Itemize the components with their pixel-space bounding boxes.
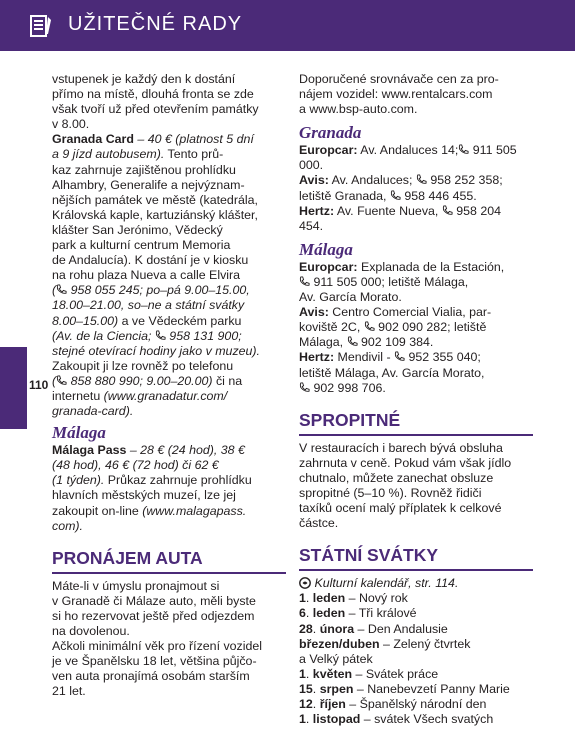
holiday-item: 6. leden – Tři králové [299,606,417,621]
text-line: chutnalo, můžete zanechat obsluze [299,470,494,485]
text-line: letiště Málaga, Av. García Morato, [299,365,485,380]
document-list-icon [28,14,52,38]
text-line: vstupenek je každý den k dostání [52,72,236,86]
cross-reference-icon [299,577,311,589]
phone-icon [56,284,67,295]
text-line: přímo na místě, dlouhá fronta se zde [52,87,254,102]
text-line: zahrnuta v ceně. Pokud vám však jídlo [299,455,512,470]
granada-card-line: Granada Card – 40 € (platnost 5 dní [52,132,254,147]
text-line: Málaga, 902 109 384. [299,335,434,350]
holiday-item: 1. listopad – svátek Všech svatých [299,712,494,727]
text-line: Europcar: Explanada de la Estación, [299,259,505,274]
phone-icon [364,321,375,332]
holiday-item: 1. leden – Nový rok [299,591,408,606]
text-line: Královská kaple, kartuziánský klášter, [52,207,258,222]
text-line: 911 505 000; letiště Málaga, [299,275,533,290]
granada-card-name: Granada Card [52,132,134,147]
text-line: si ho rezervovat ještě před odjezdem [52,608,255,623]
text-line: Av. García Morato. [299,290,402,305]
text-line: Avis: Centro Comercial Vialia, par- [299,305,492,320]
text-line: Máte-li v úmyslu pronajmout si [52,578,220,593]
holiday-item: březen/duben – Zelený čtvrtek [299,636,471,651]
text-line: na dovolenou. [52,624,130,638]
subheading-malaga: Málaga [299,239,353,259]
text-line: Hertz: Mendivil - 952 355 040; [299,350,481,365]
phone-icon [299,382,310,393]
text-line: koviště 2C, 902 090 282; letiště [299,320,487,335]
text-line: spropitné (5–10 %). Rovněž řidiči [299,485,482,500]
text-line: však tvoří už před otevřením památky [52,102,259,117]
text-line: 8.00–15.00) a ve Vědeckém parku [52,313,242,328]
text-line: (1 týden). Průkaz zahrnuje prohlídku [52,473,252,488]
page-section-title: UŽITEČNÉ RADY [68,13,243,35]
phone-icon [394,351,405,362]
text-line: ven auta pronajímá osobám starším [52,669,250,684]
text-line: park a kulturní centrum Memoria [52,238,231,253]
page-number: 110 [29,378,49,392]
text-line: Alhambry, Generalife a nejvýznam- [52,177,245,192]
text-line: je ve Španělsku 18 let, většina půjčo- [52,654,257,669]
text-line: Avis: Av. Andaluces; 958 252 358; [299,173,503,188]
text-line: a www.bsp-auto.com. [299,102,418,117]
phone-icon [299,276,310,287]
text-line: a 9 jízd autobusem). Tento prů- [52,147,224,162]
holiday-item: 28. února – Den Andalusie [299,621,448,636]
malaga-pass-line: Málaga Pass – 28 € (24 hod), 38 € [52,443,245,458]
text-line: ( 958 055 245; po–pá 9.00–15.00, [52,283,250,298]
text-line: (48 hod), 46 € (72 hod) či 62 € [52,458,219,473]
holiday-item: 1. květen – Svátek práce [299,666,439,681]
text-line: V restauracích i barech bývá obsluha [299,440,503,455]
phone-icon [155,330,166,341]
text-line: klášter San Jerónimo, Vědecký [52,222,223,237]
page-side-band [0,347,27,429]
text-line: de Andalucía). K dostání je v kiosku [52,253,249,268]
text-line: nějších památek ve městě (katedrála, [52,192,258,207]
malaga-pass-name: Málaga Pass [52,443,127,458]
left-column [52,72,286,699]
text-line: hlavních městských muzeí, lze jej [52,488,236,503]
text-line: v Granadě či Málaze auto, měli byste [52,593,256,608]
text-line: internetu (www.granadatur.com/ [52,388,228,403]
text-line: Doporučené srovnávače cen za pro- [299,72,499,86]
holiday-item: a Velký pátek [299,651,373,666]
text-line: 454. [299,218,324,233]
text-line: 000. [299,158,324,173]
phone-icon [442,205,453,216]
text-line: 902 998 706. [299,381,533,396]
holiday-item: 15. srpen – Nanebevzetí Panny Marie [299,681,510,696]
subheading-malaga: Málaga [52,423,106,443]
phone-icon [56,375,67,386]
phone-icon [458,144,469,155]
text-line: 21 let. [52,684,86,699]
text-line: na rohu plaza Nueva a calle Elvira [52,268,241,283]
text-line: Zakoupit ji lze rovněž po telefonu [52,358,234,373]
text-line: Ačkoli minimální věk pro řízení vozidel [52,639,263,654]
text-line: taxíků ocení malý příplatek k celkové [299,501,502,516]
section-heading-public-holidays: STÁTNÍ SVÁTKY [299,545,533,571]
text-line: kaz zahrnuje zajištěnou prohlídku [52,162,236,177]
text-line: zakoupit on-line (www.malagapass. [52,503,247,518]
holidays-reference: Kulturní kalendář, str. 114. [299,576,533,591]
phone-icon [416,174,427,185]
phone-icon [347,336,358,347]
text-line: com). [52,518,83,533]
text-line: částce. [299,516,339,531]
phone-icon [390,190,401,201]
holiday-list [299,591,533,727]
text-line: 18.00–21.00, so–ne a státní svátky [52,298,245,313]
text-line: letiště Granada, 958 446 455. [299,188,477,203]
section-heading-tips: SPROPITNÉ [299,410,533,436]
section-heading-car-rental: PRONÁJEM AUTA [52,548,286,574]
right-column [299,72,533,727]
holiday-item: 12. říjen – Španělský národní den [299,697,487,711]
text-line: ( 858 880 990; 9.00–20.00) či na [52,373,243,388]
page-header [0,0,575,51]
text-line: Hertz: Av. Fuente Nueva, 958 204 [299,203,502,218]
text-line: nájem vozidel: www.rentalcars.com [299,87,493,102]
text-line: stejné otevírací hodiny jako v muzeu). [52,343,260,358]
text-line: (Av. de la Ciencia; 958 131 900; [52,328,242,343]
text-line: granada-card). [52,404,134,419]
text-line: Europcar: Av. Andaluces 14; 911 505 [299,143,517,158]
text-line: v 8.00. [52,117,90,132]
subheading-granada: Granada [299,123,362,143]
